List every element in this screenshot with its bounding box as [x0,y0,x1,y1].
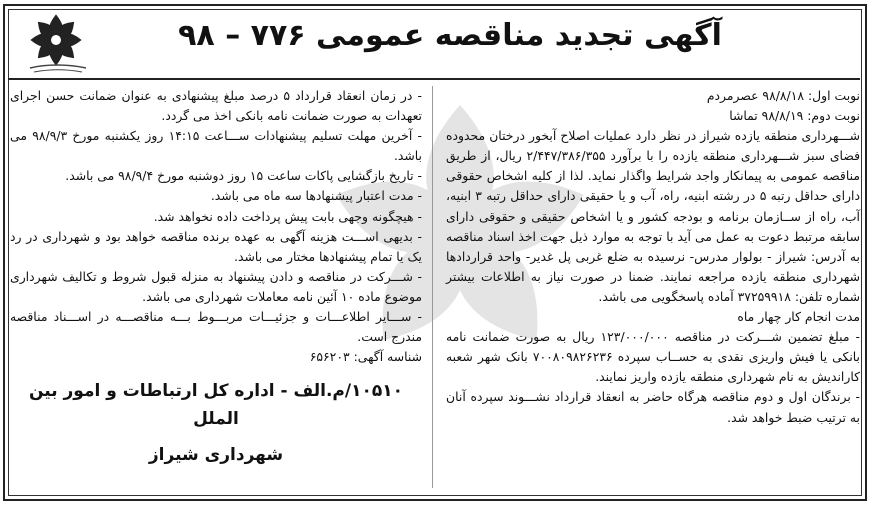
work-duration: مدت انجام کار چهار ماه [737,309,860,325]
participation-clause: - شـــرکت در مناقصه و دادن پیشنهاد به منزله قبول شروط و تکالیف شهرداری موضوع ماده ۱۰ آئین نامه معاملات شهرداری می باشد. [10,268,422,304]
guarantee-amount: - مبلغ تضمین شـــرکت در مناقصه ۱۲۳/۰۰۰/۰۰۰ ریال به صورت ضمانت نامه بانکی یا فیش واریزی نقدی به حســاب سپرده ۷۰۰۸۰۹۸۲۶۲۳۶ بانک شهر شعبه کارانديش به نام شهرداری منطقه یازده واریز نمایند. [446,329,861,385]
logo-icon [16,10,98,76]
left-column [10,86,422,469]
submission-deadline: - آخرین مهلت تسلیم پیشنهادات ســـاعت ۱۴:۱۵ روز یکشنبه مورخ ۹۸/۹/۳ می باشد. [10,128,422,164]
notice-header [8,8,860,80]
second-publication: نوبت دوم: ۹۸/۸/۱۹ تماشا [729,108,860,124]
column-divider [432,86,433,488]
performance-guarantee: - در زمان انعقاد قرارداد ۵ درصد مبلغ پیشنهادی به عنوان ضمانت حسن اجرای تعهدات به صورت ضمانت نامه بانکی اخذ می گردد. [10,88,422,124]
right-column [446,86,860,428]
notice-title: آگهی تجدید مناقصه عمومی ۷۷۶ – ۹۸ [178,18,722,53]
signature-department: ۱۰۵۱۰/م.الف - اداره کل ارتباطات و امور بین الملل [28,381,403,430]
tender-description: شـــهرداری منطقه یازده شیراز در نظر دارد عملیات اصلاح آبخور درختان محدوده فضای سبز شـــهرداری منطقه یازده را با برآورد ۲/۴۴۷/۳۸۶/۳۵۵ ریال، از طریق مناقصه عمومی به پیمانکار واجد شرایط واگذار نماید. لذا از کلیه اشخاص حقوقی دارای حداقل رتبه ۵ در رشته ابنیه، راه، آب و یا حقیقی دارای حداقل رتبه ۳ ابنیه، آب، راه از ســازمان برنامه و بودجه کشور و یا اشخاص حقیقی و حقوقی دارای سابقه مرتبط دعوت به عمل می آید با توجه به موارد ذیل جهت اخذ اسناد مناقصه به آدرس: شیراز - بولوار مدرس- نرسیده به ضلع غربی پل غدیر- واحد قراردادها شهرداری منطقه یازده مراجعه نمایند. ضمنا در صورت نیاز به اطلاعات بیشتر شماره تلفن: ۳۷۲۵۹۹۱۸ آماده پاسخگویی می باشد. [446,128,860,304]
other-details: - ســـایر اطلاعـــات و جزئیـــات مربـــوط بـــه مناقصـــه در اســـناد مناقصه مندرج است. [10,309,422,345]
opening-date: - تاریخ بازگشایی پاکات ساعت ۱۵ روز دوشنبه مورخ ۹۸/۹/۴ می باشد. [65,168,422,184]
first-publication: نوبت اول: ۹۸/۸/۱۸ عصرمردم [706,88,860,103]
ad-cost-clause: - بدیهی اســـت هزینه آگهی به عهده برنده مناقصه خواهد بود و شهرداری در رد یک یا تمام پیشنهادها مختار می باشد. [10,228,422,264]
winners-deposit: - برندگان اول و دوم مناقصه هرگاه حاضر به انعقاد قرارداد نشـــوند سپرده آنان به ترتیب ضبط خواهد شد. [446,389,860,425]
ad-id: شناسه آگهی: ۶۵۶۲۰۳ [309,349,422,365]
validity-period: - مدت اعتبار پیشنهادها سه ماه می باشد. [210,188,422,204]
signature-municipality: شهرداری شیراز [148,445,284,466]
no-prepayment: - هیچگونه وجهی بابت پیش پرداخت داده نخواهد شد. [153,208,422,224]
